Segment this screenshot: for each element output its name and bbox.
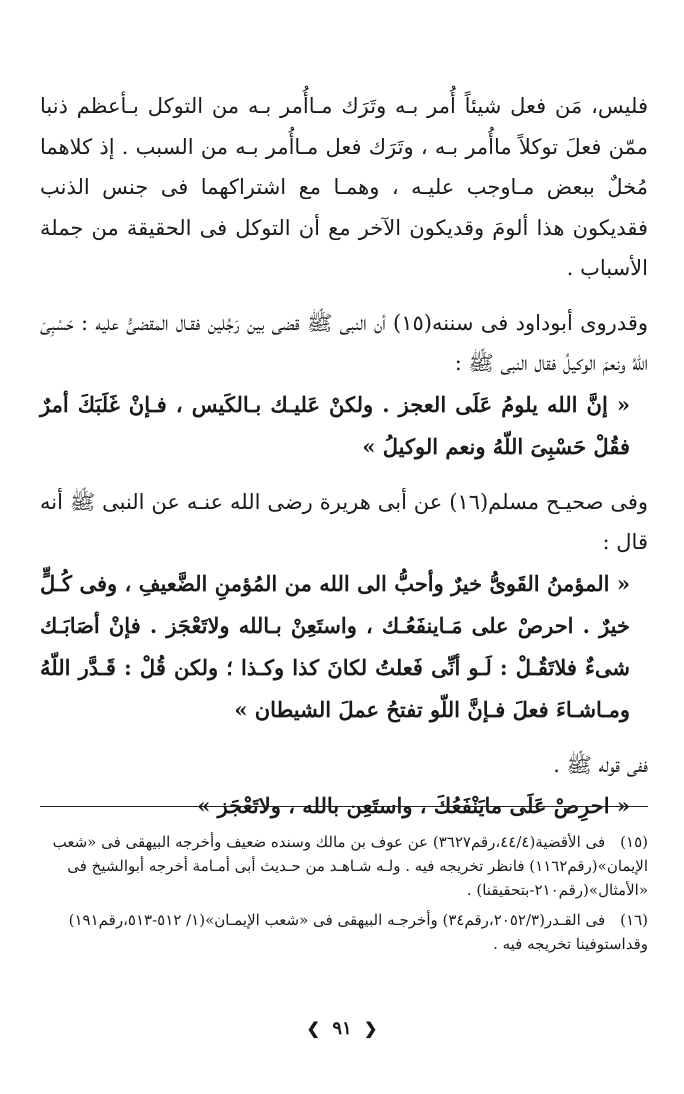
ornament-right-icon: ❯ <box>363 1019 378 1038</box>
footnotes <box>40 830 648 962</box>
footnote-number: (١٦) <box>620 911 648 929</box>
footnote-15 <box>40 830 648 902</box>
page-number-text: ٩١ <box>332 1018 352 1039</box>
hadith-quote-3: « احرِصْ عَلَى مايَنْفَعُكَ ، واستَعِن بالله ، ولاتَعْجَز » <box>197 793 630 818</box>
page-number <box>0 1018 684 1039</box>
main-text <box>40 86 648 827</box>
hadith-quote-1: « إنَّ الله يلومُ عَلَى العجز . ولكنْ عَليـك بـالكَيس ، فـإنْ غَلَبَكَ أمرٌ فقُلْ حَسْبِىَ اللّهُ ونعم الوكيلُ » <box>40 391 630 459</box>
paragraph-1: فليس، مَن فعل شيئاً أُمر بـه وتَرَك مـاأُمر بـه من التوكل بـأعظم ذنبا ممّن فعلَ توكلاً ماأُمر بـه ، وتَرَك فعل مـاأُمر بـه من السبب . إذ كلاهما مُخلٌ ببعض مـاوجب عليـه ، وهمـا مع اشتراكهما فى جنس الذنب فقديكون هذا ألومَ وقديكون الآخر مع أن التوكل فى الحقيقة من جملة الأسباب . <box>40 94 648 280</box>
footnote-text: فى القـدر(٢٠٥٢/٣،رقم٣٤) وأخرجـه البيهقى فى «شعب الإيمـان»(١/ ٥١٢-٥١٣،رقم١٩١) وقداستوفينا تخريجه فيه . <box>68 911 648 953</box>
paragraph-4: ففى قوله ﷺ . <box>553 752 648 777</box>
ornament-left-icon: ❮ <box>306 1019 321 1038</box>
footnote-number: (١٥) <box>620 833 648 851</box>
paragraph-3: وفى صحيـح مسلم(١٦) عن أبى هريرة رضى الله عنـه عن النبى ﷺ أنه قال : <box>40 489 649 554</box>
footnote-16 <box>40 908 648 956</box>
hadith-quote-2: « المؤمنُ القَوىُّ خيرٌ وأحبُّ الى الله من المُؤمنِ الضَّعيفِ ، وفى كُـلٍّ خيرٌ . احرصْ على مَـاينفَعُـك ، واستَعِنْ بـالله ولاتَعْجَز . فإنْ أصَابَـك شىءٌ فلاتَقُـلْ : لَـو أنِّى فَعلتُ لكانَ كذا وكـذا ؛ ولكن قُلْ : قَـدَّر اللّهُ ومـاشـاءَ فعلَ فـإنَّ اللّو تفتحُ عملَ الشيطان » <box>40 570 630 722</box>
paragraph-2: وقدروى أبوداود فى سننه(١٥) أن النبى ﷺ قضى بين رَجُلين فقـال المقضىُّ عليه : حَسْبِىَ اللّهُ ونعمَ الوكيلُ فقال النبى ﷺ : <box>40 310 648 375</box>
footnote-text: فى الأقضية(٤٤/٤،رقم٣٦٢٧) عن عوف بن مالك وسنده ضعيف وأخرجه البيهقى فى «شعب الإيمان»(رقم١١٦٢) فانظر تخريجه فيه . ولـه شـاهـد من حـديث أبى أمـامة أخرجه أبوالشيخ فى «الأمثال»(رقم٢١٠-بتحقيقنا) . <box>52 833 648 899</box>
footnote-divider <box>40 806 648 807</box>
